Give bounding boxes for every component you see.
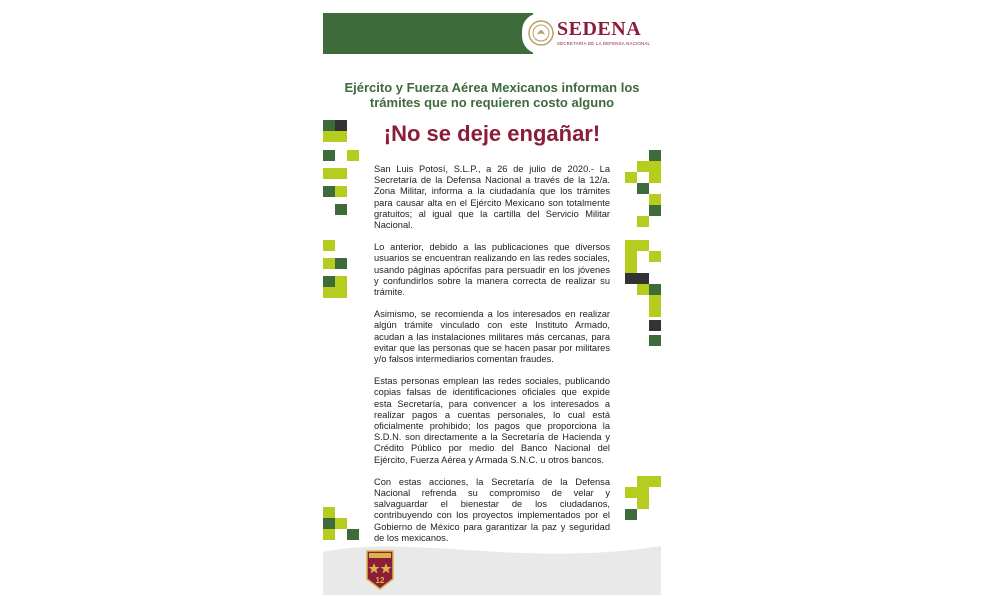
paragraph: Lo anterior, debido a las publicaciones que diversos usuarios se encuentran realizando en las redes sociales, usando páginas apócrifas para persuadir en los jóvenes y confundirlos sobre la manera correcta de realizar su trámite.: [374, 242, 610, 298]
header-bar: [323, 13, 533, 54]
12-military-zone-badge-icon: [365, 549, 395, 591]
mexican-coat-of-arms-icon: [528, 19, 554, 47]
body-text: [374, 164, 610, 555]
logo-subtitle: SECRETARÍA DE LA DEFENSA NACIONAL: [557, 41, 651, 46]
badge-number: 12: [375, 576, 385, 585]
paragraph: Estas personas emplean las redes sociales, publicando copias falsas de identificaciones oficiales que expide esta Secretaría, para convencer a los interesados a realizar pagos a cuentas personales, lo cual está oficialmente prohibido; los pagos que proporciona la S.D.N. son directamente a la Secretaría de Hacienda y Crédito Público por medio del Banco Nacional del Ejército, Fuerza Aérea y Armada S.N.C. u otros bancos.: [374, 376, 610, 465]
paragraph: San Luis Potosí, S.L.P., a 26 de julio de 2020.- La Secretaría de la Defensa Nacional a través de la 12/a. Zona Militar, informa a la ciudadanía que los trámites para causar alta en el Ejército Mexicano son totalmente gratuitos; al igual que la cartilla del Servicio Militar Nacional.: [374, 164, 610, 231]
news-poster: [323, 0, 661, 595]
paragraph: Asimismo, se recomienda a los interesados en realizar algún trámite vinculado con este Instituto Armado, acudan a las instalaciones militares más cercanas, para evitar que las personas que se hacen pasar por militares y/o falsos intermediarios comentan fraudes.: [374, 309, 610, 365]
paragraph: Con estas acciones, la Secretaría de la Defensa Nacional refrenda su compromiso de velar y salvaguardar el bienestar de los ciudadanos, contribuyendo con los proyectos implementados por el Gobierno de México para garantizar la paz y seguridad de los mexicanos.: [374, 476, 610, 543]
slogan: ¡No se deje engañar!: [383, 121, 601, 146]
headline: Ejército y Fuerza Aérea Mexicanos informan los trámites que no requieren costo alguno: [344, 80, 640, 110]
logo-name: SEDENA: [557, 18, 642, 40]
